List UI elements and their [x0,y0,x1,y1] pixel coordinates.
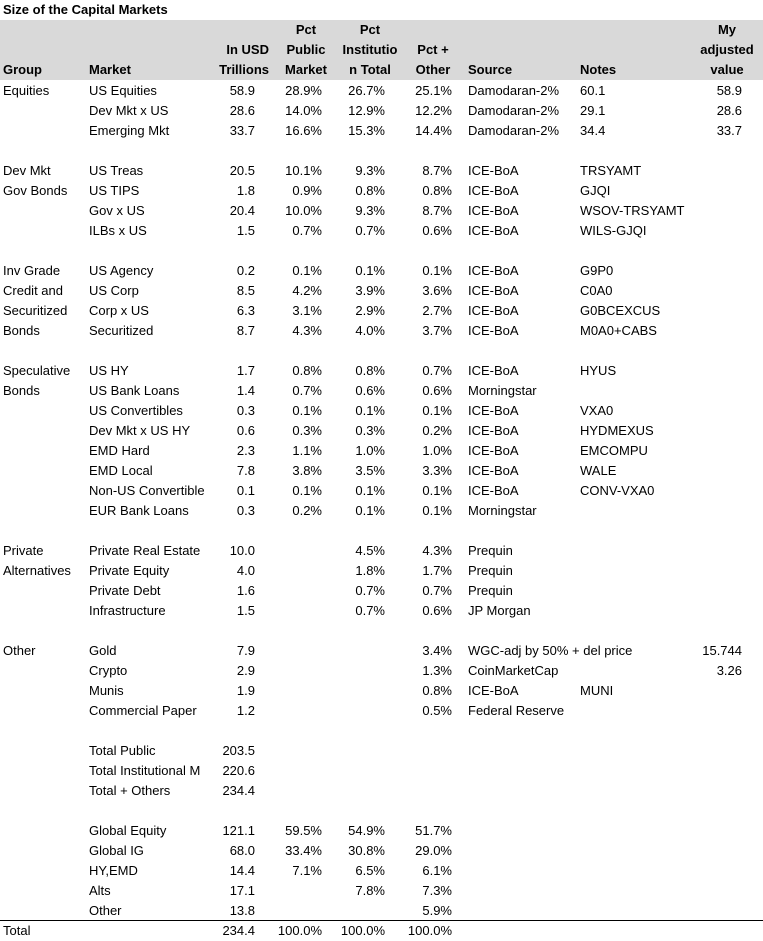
cell-pct-other[interactable]: 8.7% [422,163,452,178]
header-adjusted-line3[interactable]: value [710,62,744,77]
cell-usd-trillions[interactable]: 6.3 [236,303,255,318]
cell-pct-public[interactable]: 1.1% [292,443,322,458]
cell-source[interactable]: Federal Reserve [468,703,565,718]
cell-adjusted-value[interactable]: 33.7 [716,123,742,138]
cell-market[interactable]: Non-US Convertible [89,483,205,498]
cell-pct-institutional[interactable]: 3.9% [355,283,385,298]
cell-pct-institutional[interactable]: 4.5% [355,543,385,558]
cell-pct-public[interactable]: 100.0% [277,923,322,938]
cell-market[interactable]: US Equities [89,83,157,98]
cell-notes[interactable]: G0BCEXCUS [580,303,661,318]
cell-source[interactable]: ICE-BoA [468,323,519,338]
cell-pct-institutional[interactable]: 26.7% [348,83,385,98]
total-separator-line [0,920,763,921]
cell-source[interactable]: Prequin [468,563,513,578]
cell-pct-other[interactable]: 5.9% [422,903,452,918]
cell-pct-public[interactable]: 0.1% [292,263,322,278]
cell-pct-public[interactable]: 33.4% [285,843,322,858]
cell-usd-trillions[interactable]: 1.9 [236,683,255,698]
cell-pct-public[interactable]: 3.8% [292,463,322,478]
cell-market[interactable]: Commercial Paper [89,703,197,718]
cell-usd-trillions[interactable]: 8.7 [236,323,255,338]
cell-market[interactable]: EMD Local [89,463,153,478]
cell-notes[interactable]: WSOV-TRSYAMT [580,203,685,218]
cell-source[interactable]: ICE-BoA [468,203,519,218]
cell-pct-institutional[interactable]: 12.9% [348,103,385,118]
cell-group[interactable]: Dev Mkt [3,163,51,178]
cell-usd-trillions[interactable]: 1.6 [236,583,255,598]
cell-adjusted-value[interactable]: 58.9 [716,83,742,98]
cell-usd-trillions[interactable]: 234.4 [222,923,255,938]
cell-source[interactable]: Morningstar [468,383,537,398]
cell-pct-other[interactable]: 0.8% [422,683,452,698]
header-pct-inst-line2[interactable]: Institutio [342,42,398,57]
cell-market[interactable]: Private Equity [89,563,170,578]
cell-usd-trillions[interactable]: 33.7 [229,123,255,138]
cell-market[interactable]: Global IG [89,843,144,858]
cell-notes[interactable]: WALE [580,463,617,478]
cell-source[interactable]: ICE-BoA [468,683,519,698]
cell-market[interactable]: US Treas [89,163,144,178]
cell-pct-public[interactable]: 4.2% [292,283,322,298]
cell-market[interactable]: ILBs x US [89,223,147,238]
cell-notes[interactable]: VXA0 [580,403,614,418]
header-adjusted-line1[interactable]: My [717,22,737,37]
header-pct-public-line2[interactable]: Public [286,42,326,57]
cell-source[interactable]: Damodaran-2% [468,123,560,138]
header-group[interactable]: Group [3,62,42,77]
cell-group[interactable]: Equities [3,83,50,98]
cell-pct-institutional[interactable]: 6.5% [355,863,385,878]
cell-pct-institutional[interactable]: 0.7% [355,603,385,618]
cell-notes[interactable]: 34.4 [580,123,606,138]
cell-pct-institutional[interactable]: 54.9% [348,823,385,838]
cell-pct-public[interactable]: 10.0% [285,203,322,218]
cell-market[interactable]: Munis [89,683,124,698]
cell-market[interactable]: Total Public [89,743,156,758]
header-adjusted-line2[interactable]: adjusted [700,42,754,57]
cell-usd-trillions[interactable]: 58.9 [229,83,255,98]
cell-usd-trillions[interactable]: 2.3 [236,443,255,458]
cell-pct-other[interactable]: 0.1% [422,263,452,278]
cell-pct-institutional[interactable]: 9.3% [355,163,385,178]
cell-notes[interactable]: 60.1 [580,83,606,98]
cell-usd-trillions[interactable]: 8.5 [236,283,255,298]
cell-source[interactable]: ICE-BoA [468,443,519,458]
cell-pct-public[interactable]: 0.1% [292,403,322,418]
cell-notes[interactable]: MUNI [580,683,614,698]
cell-pct-public[interactable]: 0.2% [292,503,322,518]
cell-pct-other[interactable]: 0.7% [422,363,452,378]
cell-notes[interactable]: GJQI [580,183,611,198]
cell-group[interactable]: Alternatives [3,563,71,578]
cell-pct-other[interactable]: 0.7% [422,583,452,598]
cell-market[interactable]: US Bank Loans [89,383,180,398]
cell-source[interactable]: WGC-adj by 50% + del price [468,643,633,658]
cell-pct-other[interactable]: 1.3% [422,663,452,678]
cell-market[interactable]: US HY [89,363,129,378]
cell-pct-institutional[interactable]: 3.5% [355,463,385,478]
cell-source[interactable]: ICE-BoA [468,163,519,178]
cell-pct-public[interactable]: 4.3% [292,323,322,338]
cell-pct-other[interactable]: 0.6% [422,383,452,398]
cell-group[interactable]: Private [3,543,44,558]
cell-pct-other[interactable]: 2.7% [422,303,452,318]
cell-market[interactable]: US Convertibles [89,403,183,418]
cell-notes[interactable]: TRSYAMT [580,163,642,178]
cell-market[interactable]: HY,EMD [89,863,138,878]
cell-pct-other[interactable]: 0.1% [422,503,452,518]
cell-usd-trillions[interactable]: 1.8 [236,183,255,198]
cell-notes[interactable]: WILS-GJQI [580,223,647,238]
cell-pct-other[interactable]: 51.7% [415,823,452,838]
cell-group[interactable]: Other [3,643,36,658]
cell-pct-other[interactable]: 12.2% [415,103,452,118]
cell-notes[interactable]: M0A0+CABS [580,323,657,338]
cell-pct-public[interactable]: 0.7% [292,223,322,238]
cell-adjusted-value[interactable]: 15.744 [702,643,742,658]
cell-pct-other[interactable]: 14.4% [415,123,452,138]
cell-source[interactable]: Prequin [468,583,513,598]
cell-market[interactable]: US Corp [89,283,139,298]
cell-source[interactable]: Damodaran-2% [468,103,560,118]
cell-pct-other[interactable]: 0.2% [422,423,452,438]
cell-usd-trillions[interactable]: 2.9 [236,663,255,678]
cell-market[interactable]: Corp x US [89,303,149,318]
cell-pct-institutional[interactable]: 0.6% [355,383,385,398]
cell-source[interactable]: JP Morgan [468,603,531,618]
header-pct-public-line3[interactable]: Market [285,62,327,77]
cell-source[interactable]: ICE-BoA [468,363,519,378]
cell-usd-trillions[interactable]: 68.0 [229,843,255,858]
cell-group[interactable]: Bonds [3,383,40,398]
cell-pct-public[interactable]: 10.1% [285,163,322,178]
header-source[interactable]: Source [468,62,513,77]
cell-pct-other[interactable]: 3.4% [422,643,452,658]
cell-pct-institutional[interactable]: 0.8% [355,363,385,378]
cell-source[interactable]: Damodaran-2% [468,83,560,98]
cell-pct-institutional[interactable]: 100.0% [340,923,385,938]
cell-usd-trillions[interactable]: 13.8 [229,903,255,918]
cell-source[interactable]: ICE-BoA [468,283,519,298]
cell-usd-trillions[interactable]: 121.1 [222,823,255,838]
cell-pct-institutional[interactable]: 1.8% [355,563,385,578]
cell-market[interactable]: Crypto [89,663,128,678]
cell-market[interactable]: EMD Hard [89,443,150,458]
cell-pct-institutional[interactable]: 0.7% [355,583,385,598]
cell-notes[interactable]: HYDMEXUS [580,423,654,438]
cell-pct-institutional[interactable]: 0.7% [355,223,385,238]
header-pct-public-line1[interactable]: Pct [295,22,317,37]
cell-pct-public[interactable]: 28.9% [285,83,322,98]
cell-pct-other[interactable]: 0.8% [422,183,452,198]
cell-pct-other[interactable]: 100.0% [407,923,452,938]
cell-group[interactable]: Bonds [3,323,40,338]
header-notes[interactable]: Notes [580,62,617,77]
cell-market[interactable]: US TIPS [89,183,140,198]
cell-pct-institutional[interactable]: 4.0% [355,323,385,338]
cell-group[interactable]: Total [3,923,31,938]
cell-market[interactable]: Infrastructure [89,603,166,618]
cell-group[interactable]: Speculative [3,363,71,378]
cell-usd-trillions[interactable]: 0.3 [236,403,255,418]
cell-pct-other[interactable]: 0.6% [422,223,452,238]
cell-pct-institutional[interactable]: 0.8% [355,183,385,198]
cell-notes[interactable]: HYUS [580,363,617,378]
cell-pct-other[interactable]: 0.5% [422,703,452,718]
cell-source[interactable]: ICE-BoA [468,423,519,438]
cell-market[interactable]: Other [89,903,122,918]
cell-usd-trillions[interactable]: 0.2 [236,263,255,278]
cell-pct-public[interactable]: 14.0% [285,103,322,118]
cell-usd-trillions[interactable]: 28.6 [229,103,255,118]
cell-market[interactable]: Total Institutional M [89,763,201,778]
cell-notes[interactable]: C0A0 [580,283,613,298]
cell-usd-trillions[interactable]: 0.6 [236,423,255,438]
cell-source[interactable]: CoinMarketCap [468,663,559,678]
cell-pct-institutional[interactable]: 0.1% [355,263,385,278]
cell-usd-trillions[interactable]: 14.4 [229,863,255,878]
cell-pct-other[interactable]: 4.3% [422,543,452,558]
cell-pct-public[interactable]: 0.1% [292,483,322,498]
cell-market[interactable]: Global Equity [89,823,167,838]
cell-usd-trillions[interactable]: 0.1 [236,483,255,498]
header-usd-line2[interactable]: Trillions [219,62,269,77]
cell-pct-other[interactable]: 0.1% [422,483,452,498]
cell-pct-institutional[interactable]: 2.9% [355,303,385,318]
cell-source[interactable]: ICE-BoA [468,183,519,198]
cell-pct-public[interactable]: 7.1% [292,863,322,878]
cell-source[interactable]: Morningstar [468,503,537,518]
cell-usd-trillions[interactable]: 20.4 [229,203,255,218]
cell-source[interactable]: ICE-BoA [468,223,519,238]
cell-usd-trillions[interactable]: 7.8 [236,463,255,478]
cell-pct-other[interactable]: 25.1% [415,83,452,98]
cell-usd-trillions[interactable]: 1.5 [236,223,255,238]
cell-market[interactable]: Dev Mkt x US HY [89,423,191,438]
cell-market[interactable]: Gov x US [89,203,145,218]
sheet-title: Size of the Capital Markets [3,2,168,17]
cell-pct-institutional[interactable]: 0.1% [355,503,385,518]
cell-market[interactable]: Private Debt [89,583,161,598]
cell-pct-institutional[interactable]: 1.0% [355,443,385,458]
cell-adjusted-value[interactable]: 28.6 [716,103,742,118]
cell-pct-public[interactable]: 16.6% [285,123,322,138]
cell-notes[interactable]: G9P0 [580,263,614,278]
cell-market[interactable]: EUR Bank Loans [89,503,189,518]
cell-pct-public[interactable]: 0.9% [292,183,322,198]
cell-notes[interactable]: CONV-VXA0 [580,483,655,498]
cell-pct-institutional[interactable]: 30.8% [348,843,385,858]
cell-pct-public[interactable]: 3.1% [292,303,322,318]
cell-usd-trillions[interactable]: 10.0 [229,543,255,558]
cell-pct-other[interactable]: 7.3% [422,883,452,898]
cell-pct-other[interactable]: 29.0% [415,843,452,858]
cell-pct-public[interactable]: 0.7% [292,383,322,398]
cell-pct-public[interactable]: 0.8% [292,363,322,378]
header-usd-line1[interactable]: In USD [226,42,269,57]
cell-usd-trillions[interactable]: 0.3 [236,503,255,518]
cell-usd-trillions[interactable]: 220.6 [222,763,255,778]
cell-group[interactable]: Credit and [3,283,63,298]
cell-notes[interactable]: EMCOMPU [580,443,648,458]
cell-group[interactable]: Securitized [3,303,68,318]
cell-source[interactable]: ICE-BoA [468,403,519,418]
cell-group[interactable]: Gov Bonds [3,183,68,198]
cell-notes[interactable]: 29.1 [580,103,606,118]
cell-pct-other[interactable]: 3.7% [422,323,452,338]
cell-usd-trillions[interactable]: 203.5 [222,743,255,758]
cell-pct-institutional[interactable]: 0.1% [355,403,385,418]
cell-pct-other[interactable]: 1.7% [422,563,452,578]
cell-market[interactable]: Private Real Estate [89,543,201,558]
cell-usd-trillions[interactable]: 1.7 [236,363,255,378]
header-pct-inst-line1[interactable]: Pct [359,22,381,37]
cell-market[interactable]: Emerging Mkt [89,123,170,138]
cell-usd-trillions[interactable]: 17.1 [229,883,255,898]
cell-pct-other[interactable]: 0.6% [422,603,452,618]
cell-source[interactable]: ICE-BoA [468,463,519,478]
cell-market[interactable]: Alts [89,883,111,898]
cell-usd-trillions[interactable]: 1.2 [236,703,255,718]
cell-pct-institutional[interactable]: 9.3% [355,203,385,218]
cell-market[interactable]: Dev Mkt x US [89,103,169,118]
cell-pct-other[interactable]: 3.6% [422,283,452,298]
cell-pct-public[interactable]: 59.5% [285,823,322,838]
cell-pct-other[interactable]: 1.0% [422,443,452,458]
cell-pct-other[interactable]: 8.7% [422,203,452,218]
cell-source[interactable]: ICE-BoA [468,483,519,498]
cell-source[interactable]: Prequin [468,543,513,558]
cell-market[interactable]: Gold [89,643,117,658]
cell-adjusted-value[interactable]: 3.26 [716,663,742,678]
cell-pct-other[interactable]: 0.1% [422,403,452,418]
cell-pct-institutional[interactable]: 0.3% [355,423,385,438]
cell-pct-institutional[interactable]: 0.1% [355,483,385,498]
cell-usd-trillions[interactable]: 4.0 [236,563,255,578]
cell-source[interactable]: ICE-BoA [468,303,519,318]
cell-source[interactable]: ICE-BoA [468,263,519,278]
cell-usd-trillions[interactable]: 234.4 [222,783,255,798]
header-pct-other-line1[interactable]: Pct + [417,42,449,57]
header-pct-other-line2[interactable]: Other [415,62,451,77]
cell-usd-trillions[interactable]: 1.5 [236,603,255,618]
cell-group[interactable]: Inv Grade [3,263,61,278]
cell-pct-other[interactable]: 6.1% [422,863,452,878]
cell-market[interactable]: Total + Others [89,783,171,798]
cell-usd-trillions[interactable]: 7.9 [236,643,255,658]
cell-pct-other[interactable]: 3.3% [422,463,452,478]
header-pct-inst-line3[interactable]: n Total [349,62,391,77]
cell-pct-institutional[interactable]: 7.8% [355,883,385,898]
header-market[interactable]: Market [89,62,131,77]
cell-pct-public[interactable]: 0.3% [292,423,322,438]
cell-pct-institutional[interactable]: 15.3% [348,123,385,138]
cell-usd-trillions[interactable]: 20.5 [229,163,255,178]
cell-usd-trillions[interactable]: 1.4 [236,383,255,398]
cell-market[interactable]: US Agency [89,263,154,278]
cell-market[interactable]: Securitized [89,323,154,338]
